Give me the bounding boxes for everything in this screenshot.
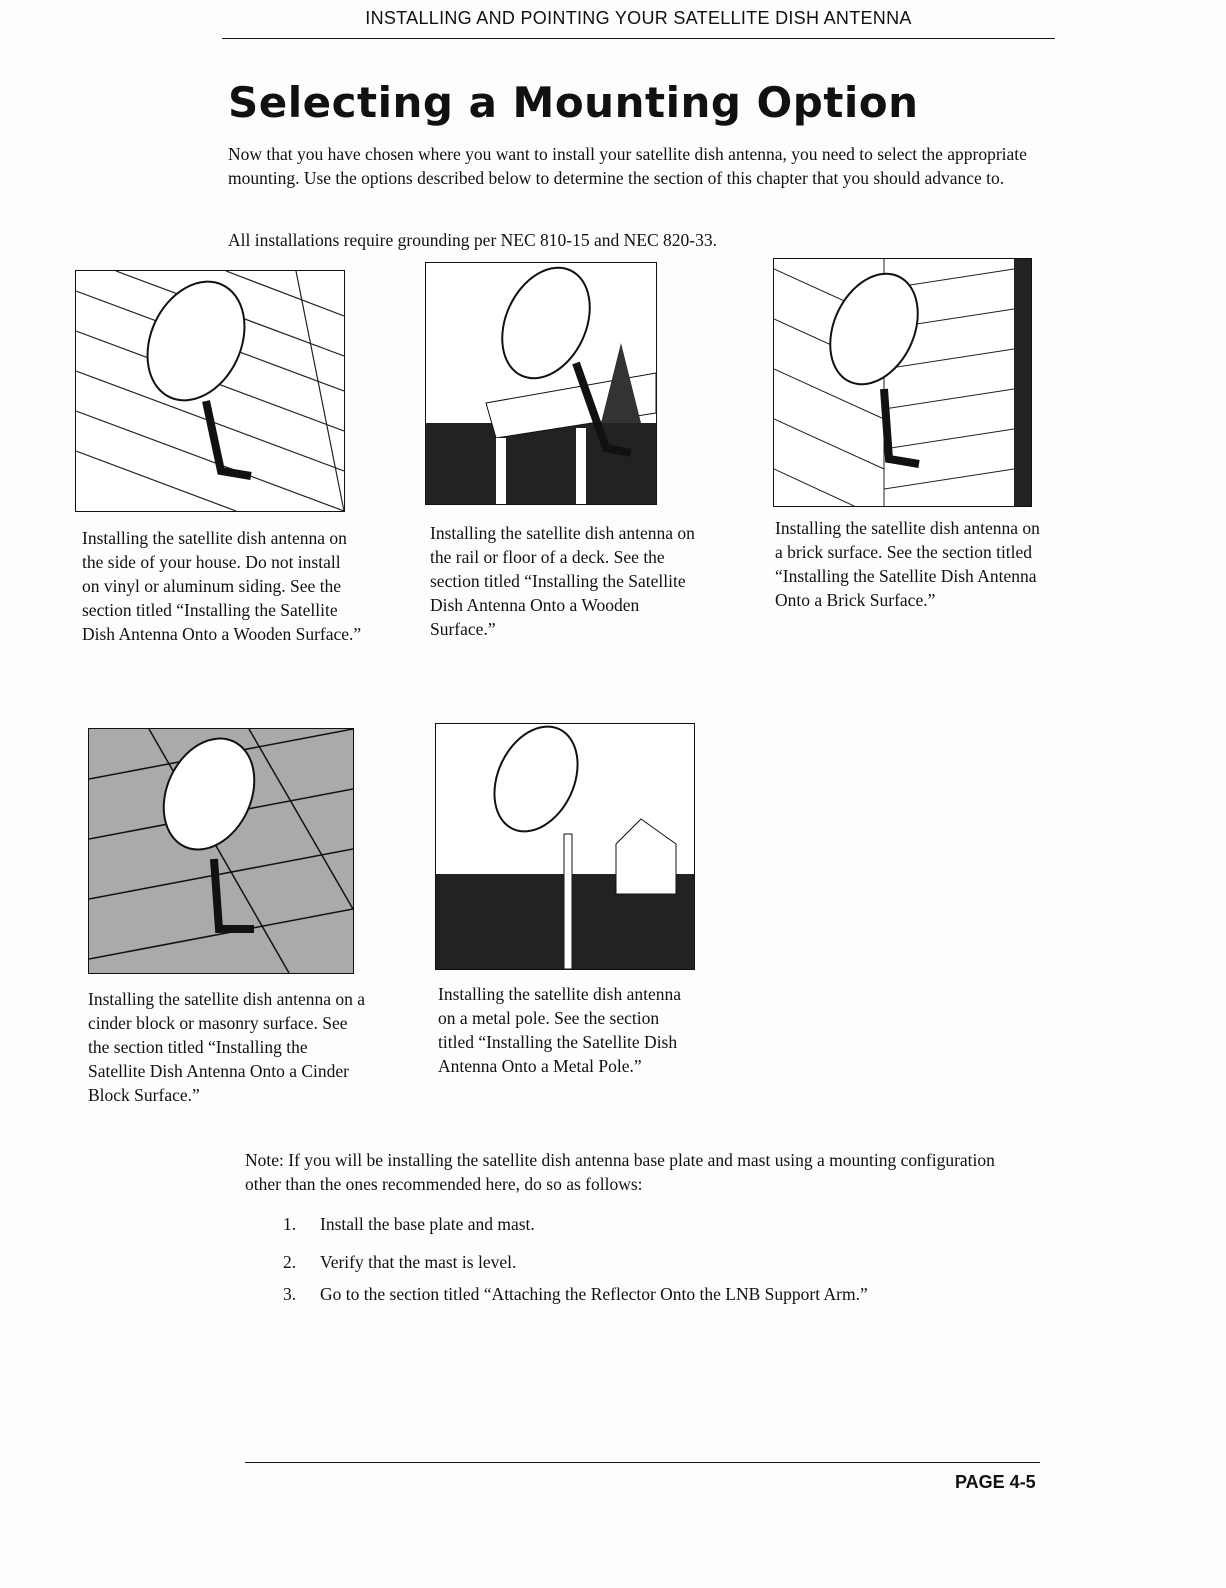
- figure-caption-metal-pole: Installing the satellite dish antenna on a metal pole. See the section titled “Installing the Satellite Dish Antenna Onto a Metal Pole.”: [438, 984, 681, 1076]
- step-item: 3. Go to the section titled “Attaching the Reflector Onto the LNB Support Arm.”: [283, 1284, 868, 1304]
- figure-caption-cinder-block: Installing the satellite dish antenna on a cinder block or masonry surface. See the section titled “Installing the Satellite Dish Antenna Onto a Cinder Block Surface.”: [88, 989, 366, 1105]
- running-header: INSTALLING AND POINTING YOUR SATELLITE DISH ANTENNA: [365, 8, 912, 28]
- page-number: PAGE 4-5: [955, 1472, 1036, 1492]
- step-item: 1. Install the base plate and mast.: [283, 1214, 535, 1234]
- house-siding-illustration: [75, 270, 345, 512]
- figure-caption-house: Installing the satellite dish antenna on the side of your house. Do not install on vinyl or aluminum siding. See the section titled “Installing the Satellite Dish Antenna Onto a Wooden Surface.”: [82, 528, 362, 644]
- metal-pole-illustration: [435, 723, 695, 970]
- page-title: Selecting a Mounting Option: [228, 78, 919, 127]
- intro-paragraph: Now that you have chosen where you want to install your satellite dish antenna, you need to select the appropriate mounting. Use the options described below to determine the section of this chapter that you should advance to.: [228, 144, 1027, 188]
- cinder-block-illustration: [88, 728, 354, 974]
- grounding-paragraph: All installations require grounding per NEC 810-15 and NEC 820-33.: [228, 230, 717, 250]
- footer-rule: [245, 1462, 1040, 1463]
- figure-caption-brick: Installing the satellite dish antenna on a brick surface. See the section titled “Installing the Satellite Dish Antenna Onto a Brick Surface.”: [775, 518, 1040, 610]
- header-rule: [222, 38, 1055, 39]
- deck-rail-illustration: [425, 262, 657, 505]
- brick-wall-illustration: [773, 258, 1032, 507]
- note-paragraph: Note: If you will be installing the satellite dish antenna base plate and mast using a mounting configuration other than the ones recommended here, do so as follows:: [245, 1150, 995, 1194]
- step-item: 2. Verify that the mast is level.: [283, 1252, 517, 1272]
- figure-caption-deck: Installing the satellite dish antenna on the rail or floor of a deck. See the section titled “Installing the Satellite Dish Antenna Onto a Wooden Surface.”: [430, 523, 695, 639]
